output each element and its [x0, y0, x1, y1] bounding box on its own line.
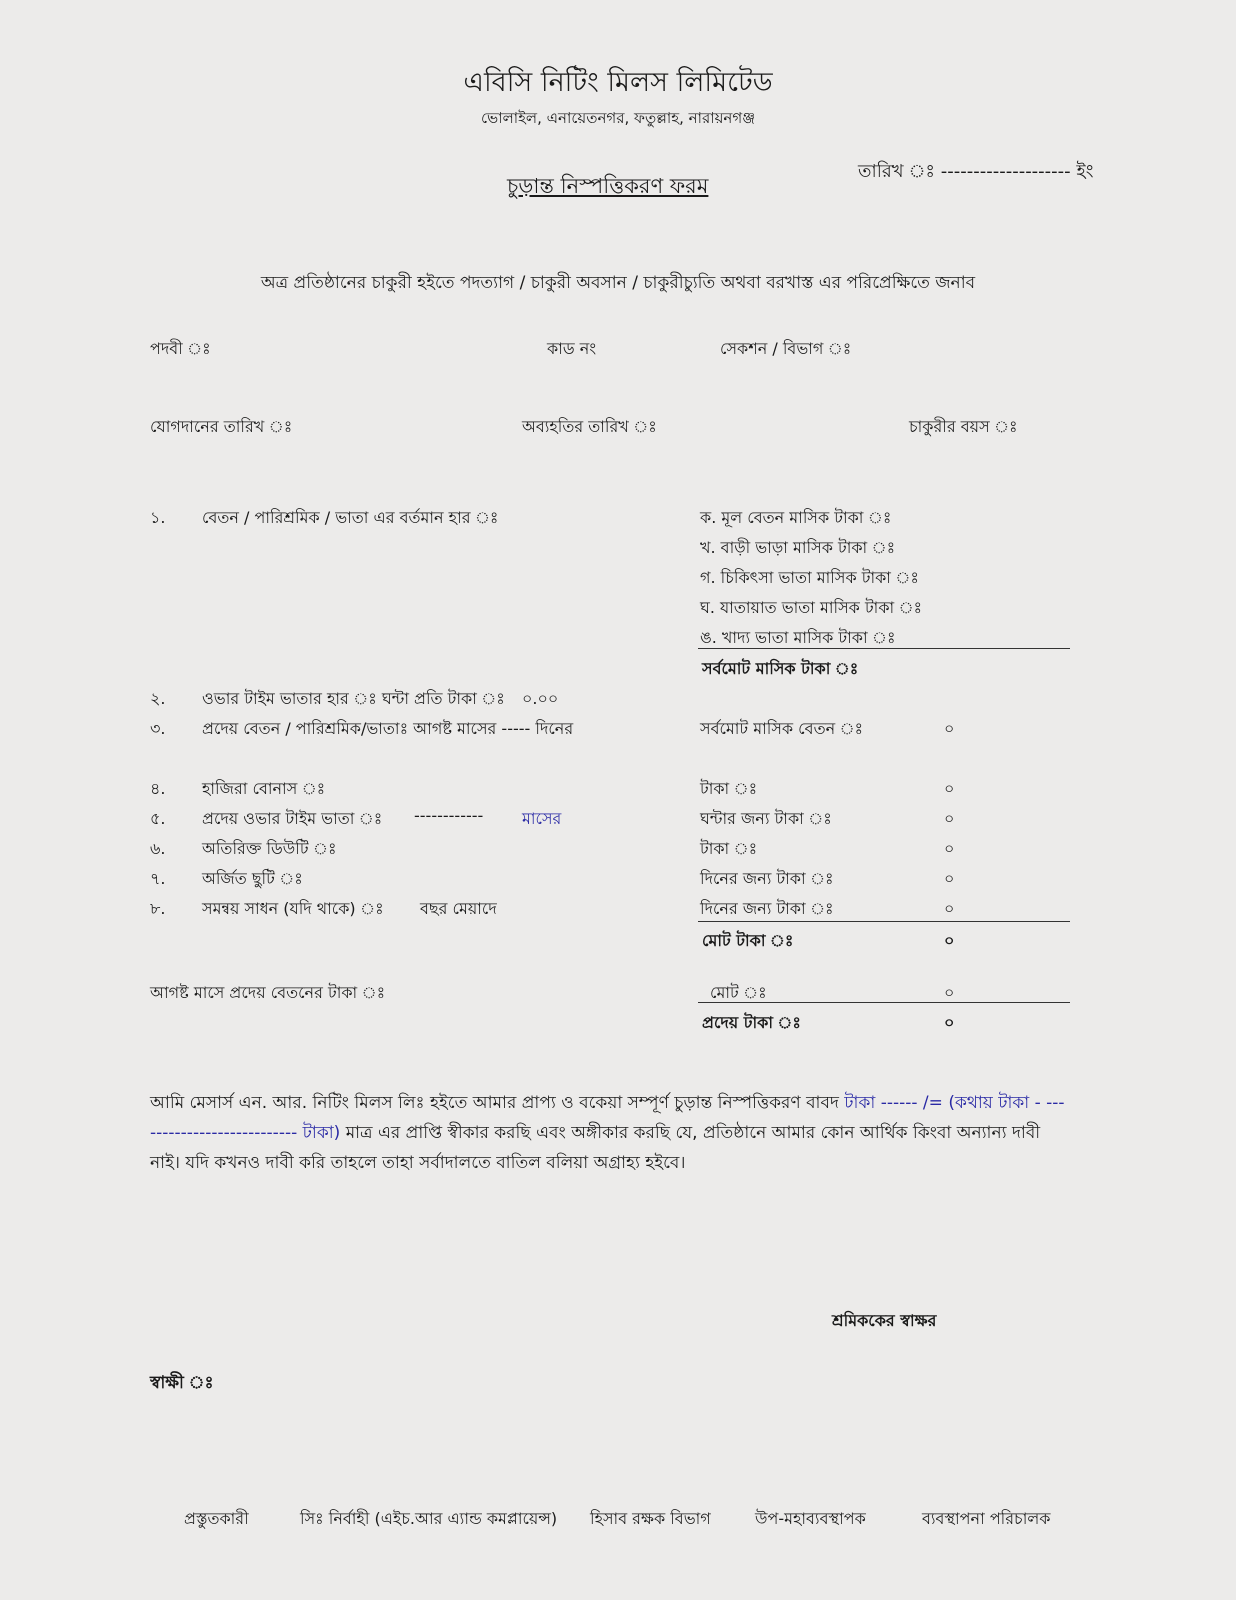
adjustment-years-label: বছর মেয়াদে	[420, 899, 497, 918]
mot-value: ০	[944, 983, 955, 1002]
august-salary-label: আগষ্ট মাসে প্রদেয় বেতনের টাকা ঃ	[150, 983, 386, 1002]
item-number: ৩.	[150, 719, 166, 738]
section-label: সেকশন / বিভাগ ঃ	[720, 339, 852, 358]
divider-line	[698, 921, 1070, 922]
item-number: ১.	[150, 508, 166, 527]
item-number: ৮.	[150, 899, 166, 918]
form-title: চুড়ান্ত নিস্পত্তিকরণ ফরম	[507, 174, 709, 198]
right-row-label: টাকা ঃ	[700, 779, 758, 798]
total-taka-label: মোট টাকা ঃ	[702, 931, 794, 950]
divider-line	[698, 1002, 1070, 1003]
item-number: ২.	[150, 689, 166, 708]
item-number: ৫.	[150, 809, 166, 828]
right-row-value: ০	[944, 839, 955, 858]
witness-label: স্বাক্ষী ঃ	[150, 1373, 214, 1393]
item-number: ৬.	[150, 839, 166, 858]
right-row-label: ঘন্টার জন্য টাকা ঃ	[700, 809, 832, 828]
declaration-in-words: (কথায় টাকা - --------------------------- টাকা)	[150, 1093, 1065, 1143]
salary-breakdown-item: গ. চিকিৎসা ভাতা মাসিক টাকা ঃ	[700, 568, 919, 587]
right-row-label: টাকা ঃ	[700, 839, 758, 858]
item-label: সমন্বয় সাধন (যদি থাকে) ঃ	[202, 899, 384, 918]
right-row-label: দিনের জন্য টাকা ঃ	[700, 869, 834, 888]
item-label: অতিরিক্ত ডিউটি ঃ	[202, 839, 337, 858]
right-row-value: ০	[944, 719, 955, 738]
overtime-month-label: মাসের	[522, 809, 562, 828]
overtime-hours-dashes: ------------	[414, 806, 484, 825]
intro-text: অত্র প্রতিষ্ঠানের চাকুরী হইতে পদত্যাগ / চাকুরী অবসান / চাকুরীচ্যুতি অথবা বরখাস্ত এর পরিপ্রেক্ষিতে জনাব	[260, 273, 976, 293]
salary-breakdown-item: ক. মূল বেতন মাসিক টাকা ঃ	[700, 508, 892, 527]
total-taka-value: ০	[944, 931, 955, 950]
item-label: প্রদেয় বেতন / পারিশ্রমিক/ভাতাঃ আগষ্ট মাসের ----- দিনের	[202, 719, 574, 738]
right-row-value: ০	[944, 779, 955, 798]
payable-value: ০	[944, 1013, 955, 1032]
payable-label: প্রদেয় টাকা ঃ	[702, 1013, 801, 1032]
grand-monthly-total-label: সর্বমোট মাসিক টাকা ঃ	[702, 659, 859, 678]
right-row-value: ০	[944, 899, 955, 918]
signatory-deputy-gm: উপ-মহাব্যবস্থাপক	[755, 1509, 866, 1528]
overtime-rate-value: ০.০০	[522, 689, 559, 708]
service-age-label: চাকুরীর বয়স ঃ	[909, 417, 1018, 436]
signatory-hr-executive: সিঃ নির্বাহী (এইচ.আর এ্যান্ড কমপ্লায়েন্স)	[300, 1509, 558, 1528]
item-number: ৭.	[150, 869, 166, 888]
declaration-part1: আমি মেসার্স এন. আর. নিটিং মিলস লিঃ হইতে আমার প্রাপ্য ও বকেয়া সম্পূর্ণ চুড়ান্ত নিস্পত্তিকরণ বাবদ	[150, 1093, 839, 1113]
designation-label: পদবী ঃ	[150, 339, 211, 358]
signatory-preparer: প্রস্তুতকারী	[184, 1509, 249, 1528]
card-no-label: কাড নং	[547, 339, 597, 358]
signatory-managing-director: ব্যবস্থাপনা পরিচালক	[922, 1509, 1051, 1528]
salary-breakdown-item: ঙ. খাদ্য ভাতা মাসিক টাকা ঃ	[700, 628, 896, 647]
declaration-paragraph	[150, 1088, 1070, 1178]
right-row-value: ০	[944, 809, 955, 828]
company-name: এবিসি নিটিং মিলস লিমিটেড	[463, 67, 773, 98]
salary-breakdown-item: ঘ. যাতায়াত ভাতা মাসিক টাকা ঃ	[700, 598, 923, 617]
signatory-accounts: হিসাব রক্ষক বিভাগ	[590, 1509, 711, 1528]
item-label: অর্জিত ছুটি ঃ	[202, 869, 303, 888]
divider-line	[698, 648, 1070, 649]
right-row-label: দিনের জন্য টাকা ঃ	[700, 899, 834, 918]
right-row-label: সর্বমোট মাসিক বেতন ঃ	[700, 719, 864, 738]
item-label: হাজিরা বোনাস ঃ	[202, 779, 326, 798]
item-label: প্রদেয় ওভার টাইম ভাতা ঃ	[202, 809, 383, 828]
declaration-amount: টাকা ------ /=	[844, 1093, 943, 1113]
company-address: ভোলাইল, এনায়েতনগর, ফতুল্লাহ, নারায়নগঞ্জ	[480, 109, 756, 127]
item-label: বেতন / পারিশ্রমিক / ভাতা এর বর্তমান হার ঃ	[202, 508, 499, 527]
item-label: ওভার টাইম ভাতার হার ঃ ঘন্টা প্রতি টাকা ঃ	[202, 689, 505, 708]
join-date-label: যোগদানের তারিখ ঃ	[150, 417, 293, 436]
worker-signature-label: শ্রমিককের স্বাক্ষর	[832, 1311, 937, 1330]
release-date-label: অব্যহতির তারিখ ঃ	[522, 417, 657, 436]
salary-breakdown-item: খ. বাড়ী ভাড়া মাসিক টাকা ঃ	[700, 538, 896, 557]
declaration-part2: মাত্র এর প্রাপ্তি স্বীকার করছি এবং অঙ্গীকার করছি যে, প্রতিষ্ঠানে আমার কোন আর্থিক কিংবা অন্যান্য দাবী নাই। যদি কখনও দাবী করি তাহলে তাহা সর্বাদালতে বাতিল বলিয়া অগ্রাহ্য হইবে।	[150, 1123, 1041, 1173]
mot-label: মোট ঃ	[710, 983, 767, 1002]
item-number: ৪.	[150, 779, 166, 798]
right-row-value: ০	[944, 869, 955, 888]
date-field: তারিখ ঃ -------------------- ইং	[858, 161, 1094, 182]
